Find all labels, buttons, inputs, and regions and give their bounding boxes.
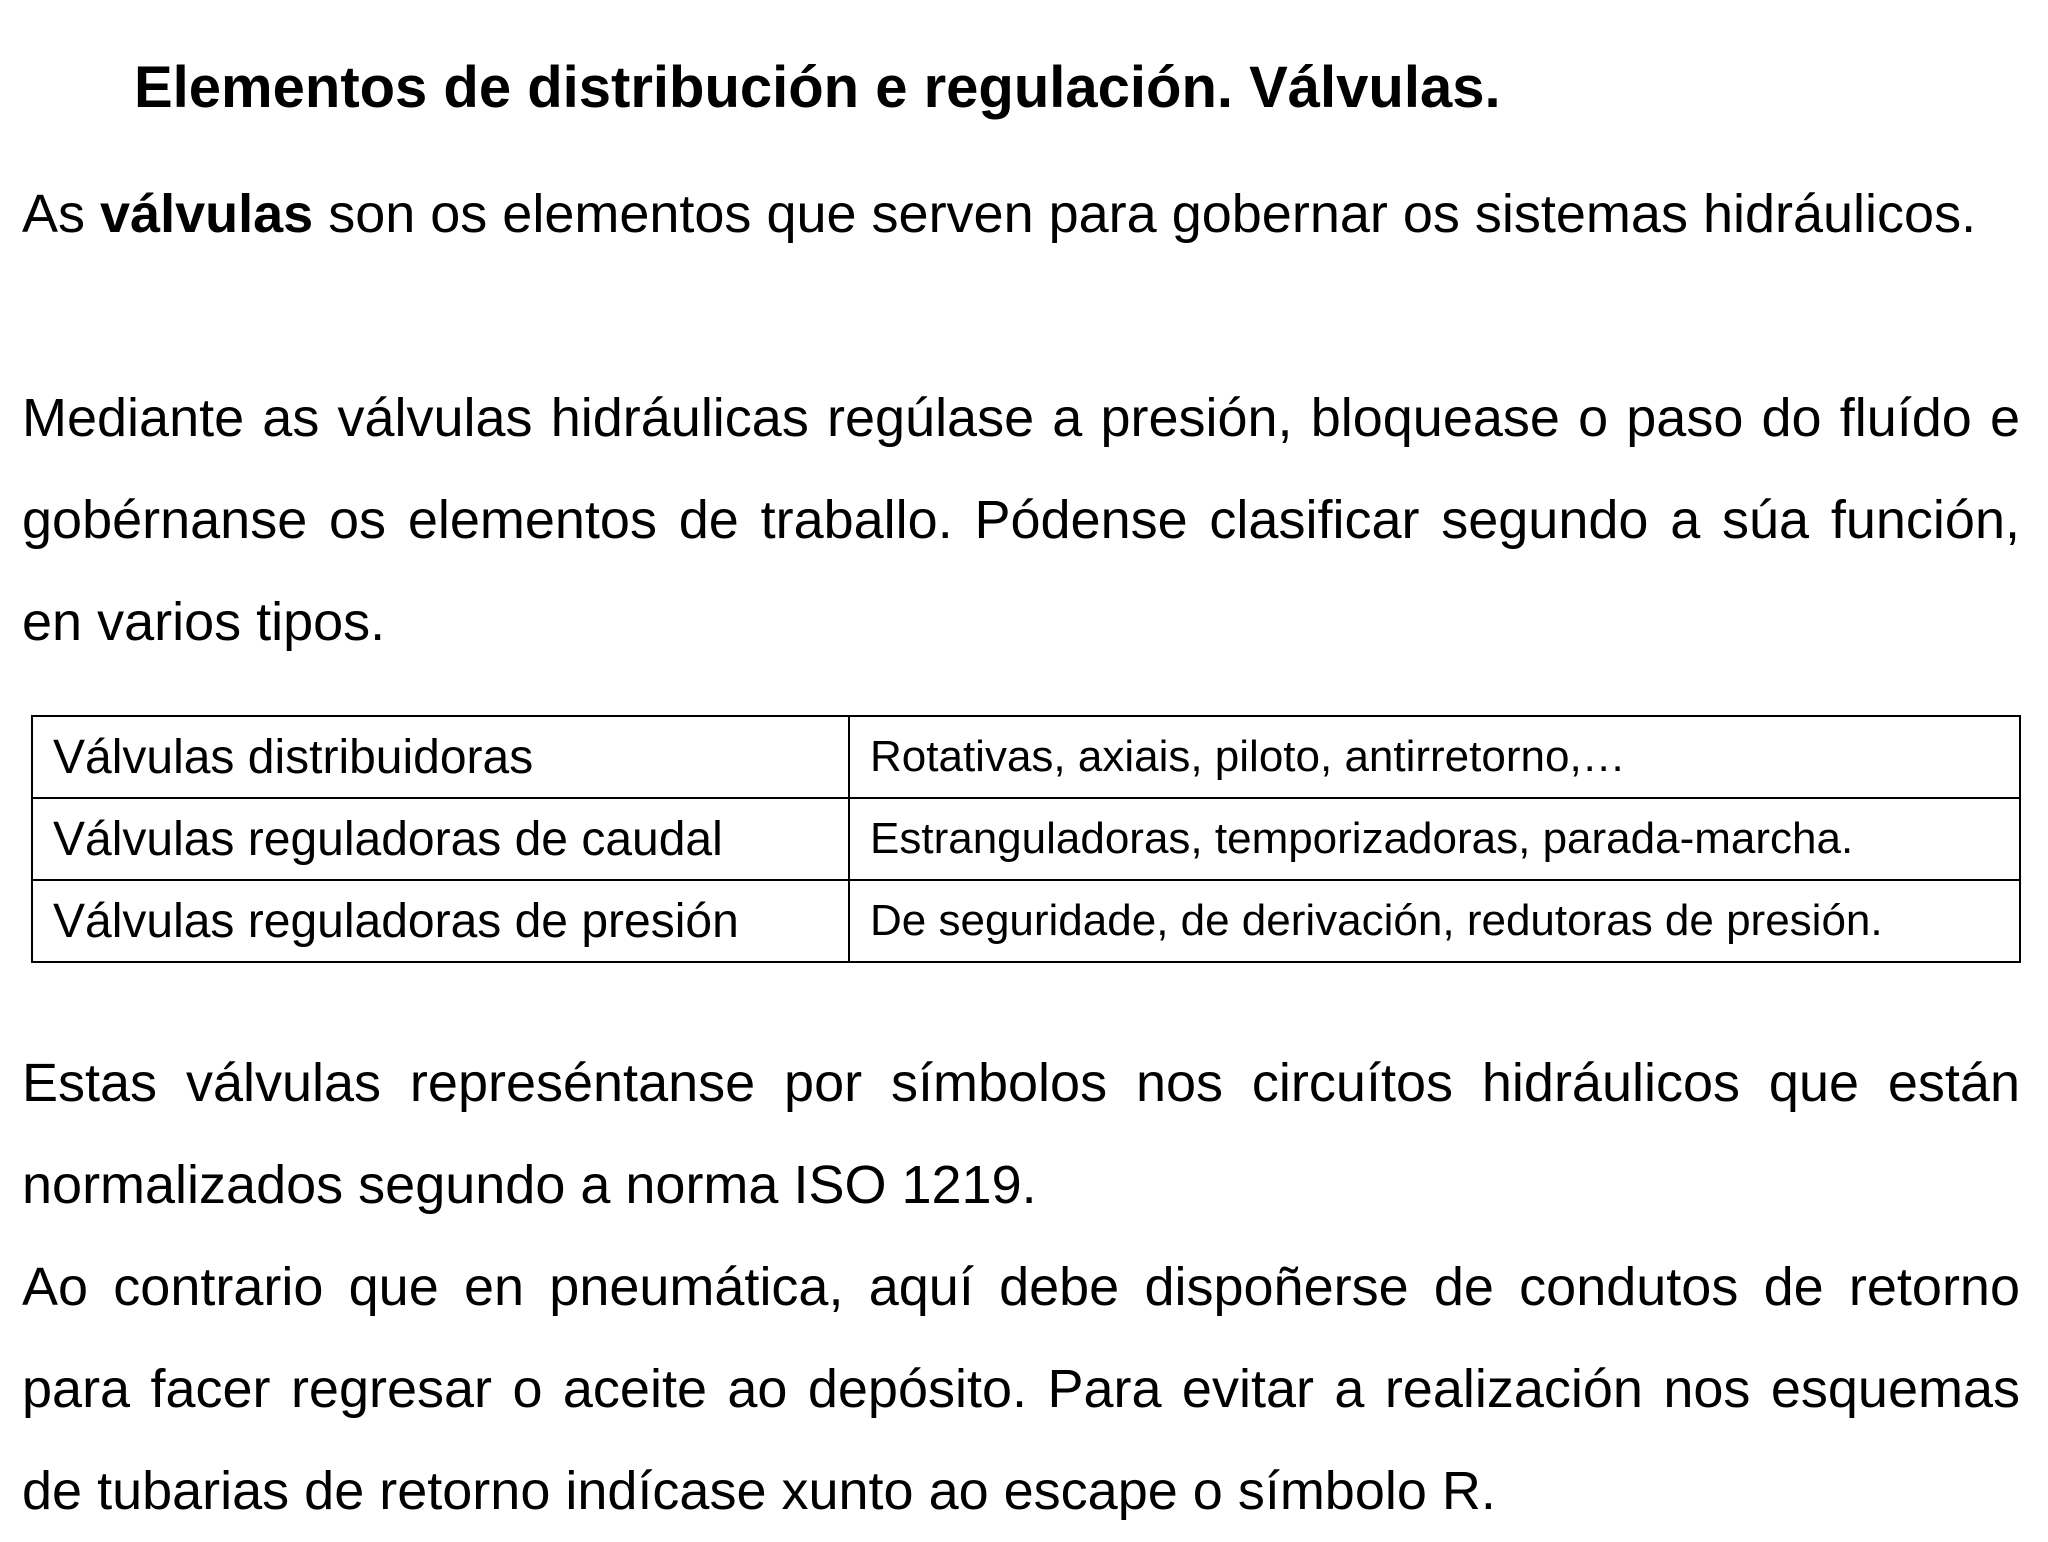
intro-paragraph <box>22 163 2020 265</box>
return-ducts-paragraph: Ao contrario que en pneumática, aquí debe dispoñerse de condutos de retorno para facer regresar o aceite ao depósito. Para evitar a realización nos esquemas de tubarias de retorno indícase xunto ao escape o símbolo R. <box>22 1257 2020 1521</box>
table-row <box>32 798 2020 880</box>
intro-prefix: As <box>22 184 101 244</box>
valve-examples-cell: De seguridade, de derivación, redutoras de presión. <box>849 880 2020 962</box>
valve-examples-cell: Rotativas, axiais, piloto, antirretorno,… <box>849 716 2020 798</box>
page-title: Elementos de distribución e regulación. Válvulas. <box>134 55 1501 120</box>
valve-types-table <box>31 715 2021 963</box>
symbols-paragraph: Estas válvulas represéntanse por símbolos nos circuítos hidráulicos que están normalizados segundo a norma ISO 1219. <box>22 1053 2020 1215</box>
valve-type-cell: Válvulas distribuidoras <box>32 716 849 798</box>
table-row <box>32 716 2020 798</box>
valve-examples-cell: Estranguladoras, temporizadoras, parada-marcha. <box>849 798 2020 880</box>
valve-type-cell: Válvulas reguladoras de caudal <box>32 798 849 880</box>
intro-suffix: son os elementos que serven para gobernar os sistemas hidráulicos. <box>313 184 1977 244</box>
valve-type-cell: Válvulas reguladoras de presión <box>32 880 849 962</box>
intro-bold-term: válvulas <box>100 184 314 244</box>
table-row <box>32 880 2020 962</box>
classification-paragraph: Mediante as válvulas hidráulicas regúlase a presión, bloquease o paso do fluído e gobérnanse os elementos de traballo. Pódense clasificar segundo a súa función, en varios tipos. <box>22 388 2020 652</box>
